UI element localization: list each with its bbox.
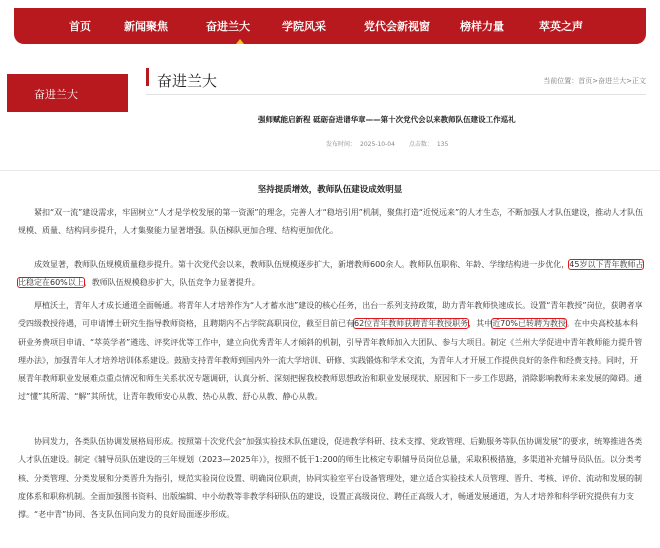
nav-item-role-models[interactable]: 榜样力量 [460,20,504,33]
article-body-panel [0,170,660,548]
main-nav [14,8,646,44]
nav-item-colleges[interactable]: 学院风采 [282,20,326,33]
highlight-young-professors: 62位青年教师获聘青年教授职务 [354,319,469,329]
paragraph-2-text-a: 成效显著，教师队伍规模质量稳步提升。第十次党代会以来，教师队伍规模逐步扩大，新增教师600余人。教师队伍职称、年龄、学缘结构进一步优化， [34,260,570,269]
nav-item-news[interactable]: 新闻聚焦 [124,20,168,33]
title-divider [146,94,646,95]
sidebar-current-category[interactable] [7,74,128,112]
highlight-young-teacher-ratio: 45岁以下青年教师占比稳定在60%以上 [18,260,644,288]
nav-active-indicator [236,39,244,44]
views-label: 点击数： [408,141,433,148]
section-title: 奋进兰大 [157,72,218,90]
paragraph-4-text: 协同发力，各类队伍协调发展格局形成。按照第十次党代会“加强实验技术队伍建设，促进教学科研、技术支撑、党政管理、后勤服务等队伍协调发展”的要求，统筹推进各类人才队伍建设。制定《辅导员队伍建设的三年规划（2023—2025年）》，按照不低于1:200的师生比核定专职辅导员岗位总量，采取积极措施，多渠道补充辅导员队伍。以分类考核、分类管理、分类发展和分类晋升为指引，规范实验岗位设置、明确岗位职责，协同实验室平台设备管理处，建立适合实验技术人员管理、晋升、考核、评价、流动和发展的制度体系和职称机制。全面加强图书资料、出版编辑、中小幼教等非教学科研队伍的建设，设置正高级岗位、聘任正高级人才，畅通发展通道，为人才培养和科学研究提供有力支撑。“老中青”协同、各支队伍同向发力的良好局面逐步形成。 [18,437,643,520]
page-header-panel [0,0,660,162]
title-accent-bar [146,68,149,86]
paragraph-2-text-b: ，教师队伍规模稳步扩大，队伍竞争力显著提升。 [83,278,260,288]
sidebar-label: 奋进兰大 [34,88,78,101]
paragraph-2 [18,256,644,293]
body-heading: 坚持提质增效，教师队伍建设成效明显 [257,185,403,195]
nav-item-fenjin[interactable]: 奋进兰大 [206,20,250,33]
article-title: 强师赋能启新程 砥砺奋进谱华章——第十次党代会以来教师队伍建设工作巡礼 [258,115,516,124]
views-count: 135 [436,141,449,148]
paragraph-3-text-a: 厚植沃土，青年人才成长通道全面畅通。将青年人才培养作为“人才蓄水池”建设的核心任务，出台一系列支持政策，助力青年教师快速成长。设置“青年教授”岗位，获聘者享受四级教授待遇，可申请博士研究生指导教师资格，且聘期内不占学院高职岗位，截至目前已有 [18,301,643,329]
paragraph-4 [18,433,644,524]
paragraph-3-text-c: 。在中央高校基本科研业务费项目申请、“萃英学者”遴选、评奖评优等工作中，建立向优秀青年人才倾斜的机制，引导青年教师加入大团队、参与大项目。制定《兰州大学促进中青年教师能力提升管理办法》，加强青年人才培养培训体系建设。鼓励支持青年教师到国内外一流大学培训、研修、实践锻炼和学术交流，为青年人才开展工作提供良好的条件和经费支持。同时，开展青年教师职业发展难点重点情况和师生关系状况专题调研，认真分析、深刻把握我校教师思想政治和职业发展现状、原因和下一步工作思路，消除影响教师未来发展的障碍。通过“懂”其所需、“解”其所忧，让青年教师安心从教、热心从教、舒心从教、静心从教。 [18,319,643,402]
paragraph-1 [18,204,644,241]
nav-item-voices[interactable]: 萃英之声 [539,20,583,33]
article-meta [326,139,452,148]
paragraph-3 [18,297,644,407]
publish-time-label: 发布时间： [326,141,357,148]
nav-item-congress[interactable]: 党代会新视窗 [364,20,430,33]
paragraph-3-text-b: ，其中 [468,319,493,329]
nav-item-home[interactable]: 首页 [69,20,91,33]
highlight-converted-professors: 近70%已转聘为教授 [492,319,566,329]
publish-time: 2025-10-04 [360,141,395,148]
breadcrumb[interactable]: 当前位置：首页>奋进兰大>正文 [543,77,646,85]
paragraph-1-text: 紧扣“双一流”建设需求，牢固树立“人才是学校发展的第一资源”的理念，完善人才“稳培引用”机制，聚焦打造“近悦远来”的人才生态，不断加强人才队伍建设，推动人才队伍规模、质量、结构同步提升，人才集聚能力显著增强。队伍梯队更加合理、结构更加优化。 [18,208,644,236]
